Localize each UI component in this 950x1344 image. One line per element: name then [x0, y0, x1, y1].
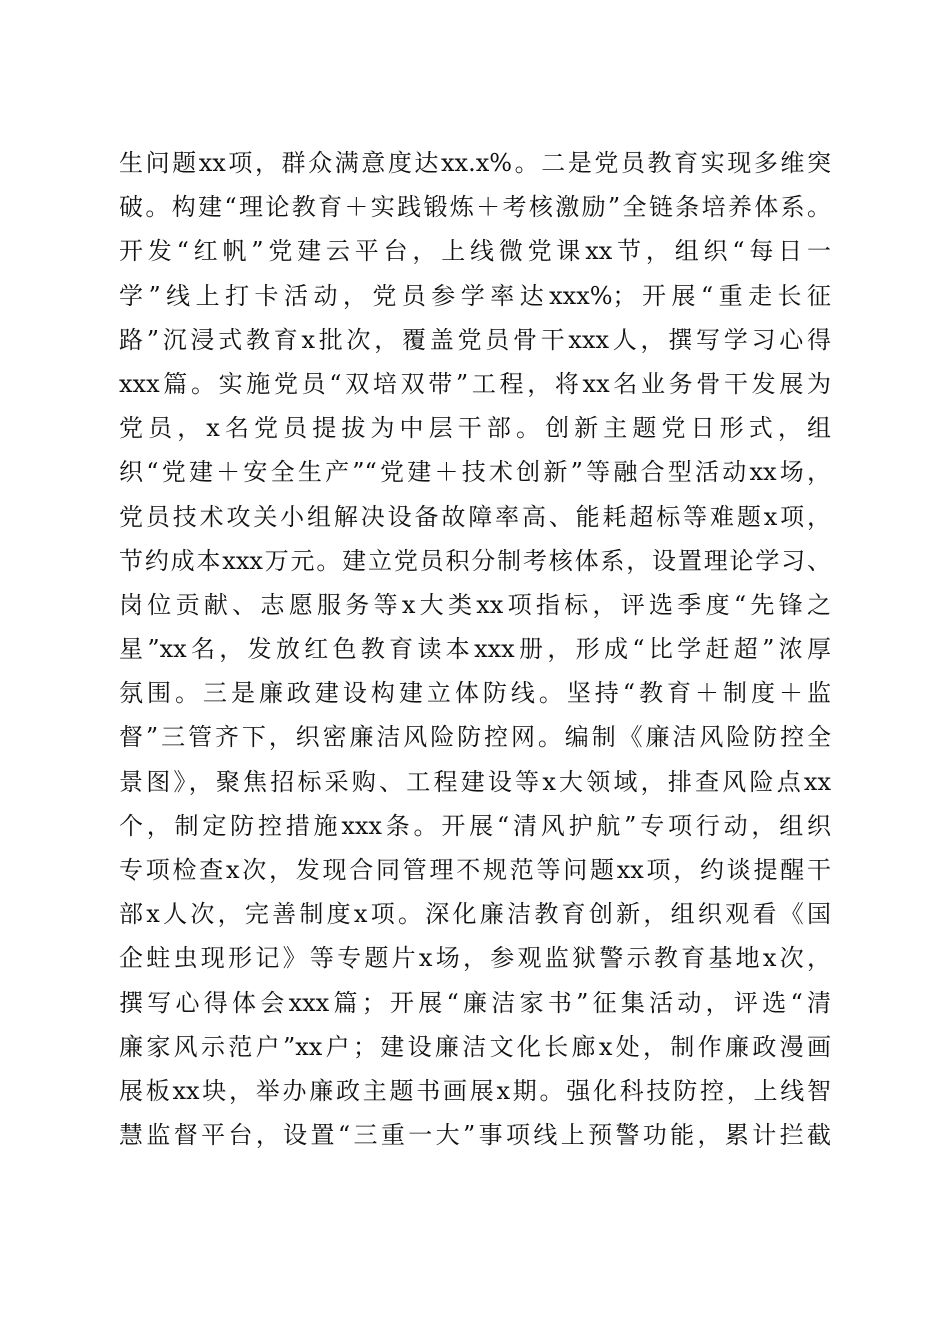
- text-line: 节约成本xxx万元。建立党员积分制考核体系，设置理论学习、: [119, 546, 831, 575]
- text-line: 星”xx名，发放红色教育读本xxx册，形成“比学赶超”浓厚: [119, 635, 831, 664]
- text-line: 景图》，聚焦招标采购、工程建设等x大领域，排查风险点xx: [119, 767, 831, 796]
- text-line: 破。构建“理论教育＋实践锻炼＋考核激励”全链条培养体系。: [119, 193, 831, 222]
- text-line: 专项检查x次，发现合同管理不规范等问题xx项，约谈提醒干: [119, 856, 831, 884]
- text-line: 企蛀虫现形记》等专题片x场，参观监狱警示教育基地x次，: [119, 944, 831, 973]
- text-line: 展板xx块，举办廉政主题书画展x期。强化科技防控，上线智: [119, 1076, 831, 1105]
- text-line: 党员，x名党员提拔为中层干部。创新主题党日形式，组: [119, 414, 831, 443]
- text-line: 慧监督平台，设置“三重一大”事项线上预警功能，累计拦截: [119, 1121, 831, 1150]
- text-line: xxx篇。实施党员“双培双带”工程，将xx名业务骨干发展为: [119, 369, 831, 398]
- text-line: 撰写心得体会xxx篇；开展“廉洁家书”征集活动，评选“清: [119, 988, 831, 1017]
- text-line: 氛围。三是廉政建设构建立体防线。坚持“教育＋制度＋监: [119, 679, 831, 708]
- text-line: 生问题xx项，群众满意度达xx.x%。二是党员教育实现多维突: [119, 149, 831, 177]
- text-line: 部x人次，完善制度x项。深化廉洁教育创新，组织观看《国: [119, 900, 831, 929]
- text-line: 岗位贡献、志愿服务等x大类xx项指标，评选季度“先锋之: [119, 590, 831, 619]
- body-text: [119, 141, 831, 1157]
- text-line: 学”线上打卡活动，党员参学率达xxx%；开展“重走长征: [119, 281, 831, 310]
- text-line: 路”沉浸式教育x批次，覆盖党员骨干xxx人，撰写学习心得: [119, 325, 831, 354]
- text-line: 廉家风示范户”xx户；建设廉洁文化长廊x处，制作廉政漫画: [119, 1032, 831, 1061]
- text-line: 个，制定防控措施xxx条。开展“清风护航”专项行动，组织: [119, 811, 831, 840]
- text-line: 党员技术攻关小组解决设备故障率高、能耗超标等难题x项，: [119, 502, 831, 531]
- text-line: 织“党建＋安全生产”“党建＋技术创新”等融合型活动xx场，: [119, 458, 831, 487]
- text-line: 开发“红帆”党建云平台，上线微党课xx节，组织“每日一: [119, 237, 831, 266]
- text-line: 督”三管齐下，织密廉洁风险防控网。编制《廉洁风险防控全: [119, 723, 831, 752]
